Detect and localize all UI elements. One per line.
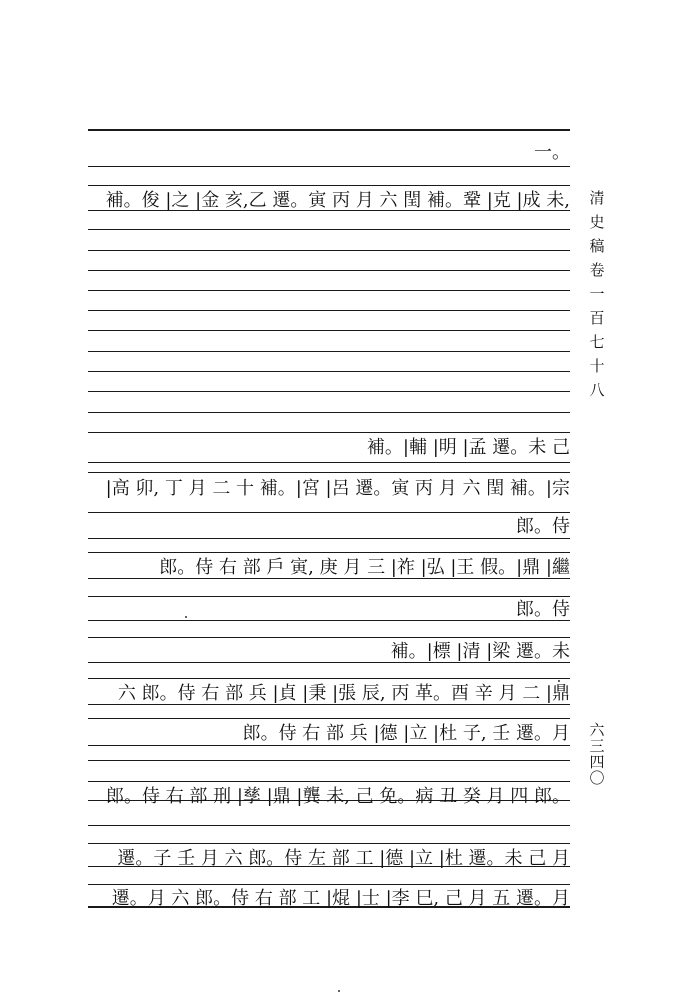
page-number-char: 六 [589,721,605,739]
text-row [88,782,570,808]
text-row [88,186,570,212]
row-text: 郎。侍 右 部 戶 寅, 庚 月 三 |祚 |弘 |王 假。|鼎 |繼 [159,557,570,578]
row-text: 六 郎。侍 右 部 兵 |貞 |秉 |張 辰, 丙 革。酉 辛 月 二 |鼎 [117,683,570,704]
rule-line [88,412,570,413]
row-text: 遷。月 六 郎。侍 右 部 工 |焜 |士 |李 巳, 己 月 五 遷。月 [111,888,570,909]
title-char: 清 [589,189,605,207]
text-row [88,637,570,663]
text-row [88,679,570,705]
text-row [88,138,570,164]
scan-speck [185,616,187,618]
row-text: 郎。侍 右 部 兵 |德 |立 |杜 子, 壬 遷。月 [242,723,570,744]
page-number-char: 三 [589,737,605,755]
row-text: 補。|輔 |明 |孟 遷。未 己 [366,437,570,458]
page-number-margin [585,722,609,786]
rule-line [88,745,570,746]
page-number-char: 〇 [589,769,605,787]
text-row [88,595,570,621]
rule-line [88,129,570,131]
rule-line [88,270,570,271]
rule-line [88,310,570,311]
rule-line [88,330,570,331]
title-char: 七 [589,333,605,351]
book-title-margin [585,186,609,402]
rule-line [88,472,570,473]
row-text: 郎。侍 [516,516,570,537]
rule-line [88,166,570,167]
text-row [88,474,570,500]
title-char: 十 [589,357,605,375]
scan-speck [558,680,560,682]
title-char: 卷 [589,261,605,279]
text-row [88,719,570,745]
row-text: 補。|標 |清 |梁 遷。未 [390,641,570,662]
rule-line [88,760,570,761]
text-row [88,433,570,459]
scan-speck [338,990,340,992]
row-text: |高 卯, 丁 月 二 十 補。|宮 |呂 遷。寅 丙 月 六 閏 補。|宗 [105,478,570,499]
title-char: 一 [589,285,605,303]
rule-line [88,391,570,392]
row-text: 遷。子 壬 月 六 郎。侍 左 部 工 |德 |立 |杜 遷。未 己 月 [117,848,570,869]
rule-line [88,371,570,372]
text-row [88,512,570,538]
rule-line [88,250,570,251]
rule-line [88,825,570,826]
rule-line [88,462,570,463]
rule-line [88,290,570,291]
title-char: 百 [589,309,605,327]
page-number-char: 四 [589,753,605,771]
title-char: 八 [589,381,605,399]
row-text: 郎。侍 右 部 刑 |孳 |鼎 |龔 未, 己 免。病 丑 癸 月 四 郎。 [105,786,570,807]
row-text: 補。俊 |之 |金 亥,乙 遷。寅 丙 月 六 閏 補。鞏 |克 |成 未, [105,190,570,211]
row-text: 一。 [534,142,570,163]
text-row [88,884,570,910]
rule-line [88,538,570,539]
text-row [88,553,570,579]
title-char: 稿 [589,237,605,255]
rule-line [88,351,570,352]
title-char: 史 [589,213,605,231]
rule-line [88,229,570,230]
text-row [88,844,570,870]
row-text: 郎。侍 [516,599,570,620]
